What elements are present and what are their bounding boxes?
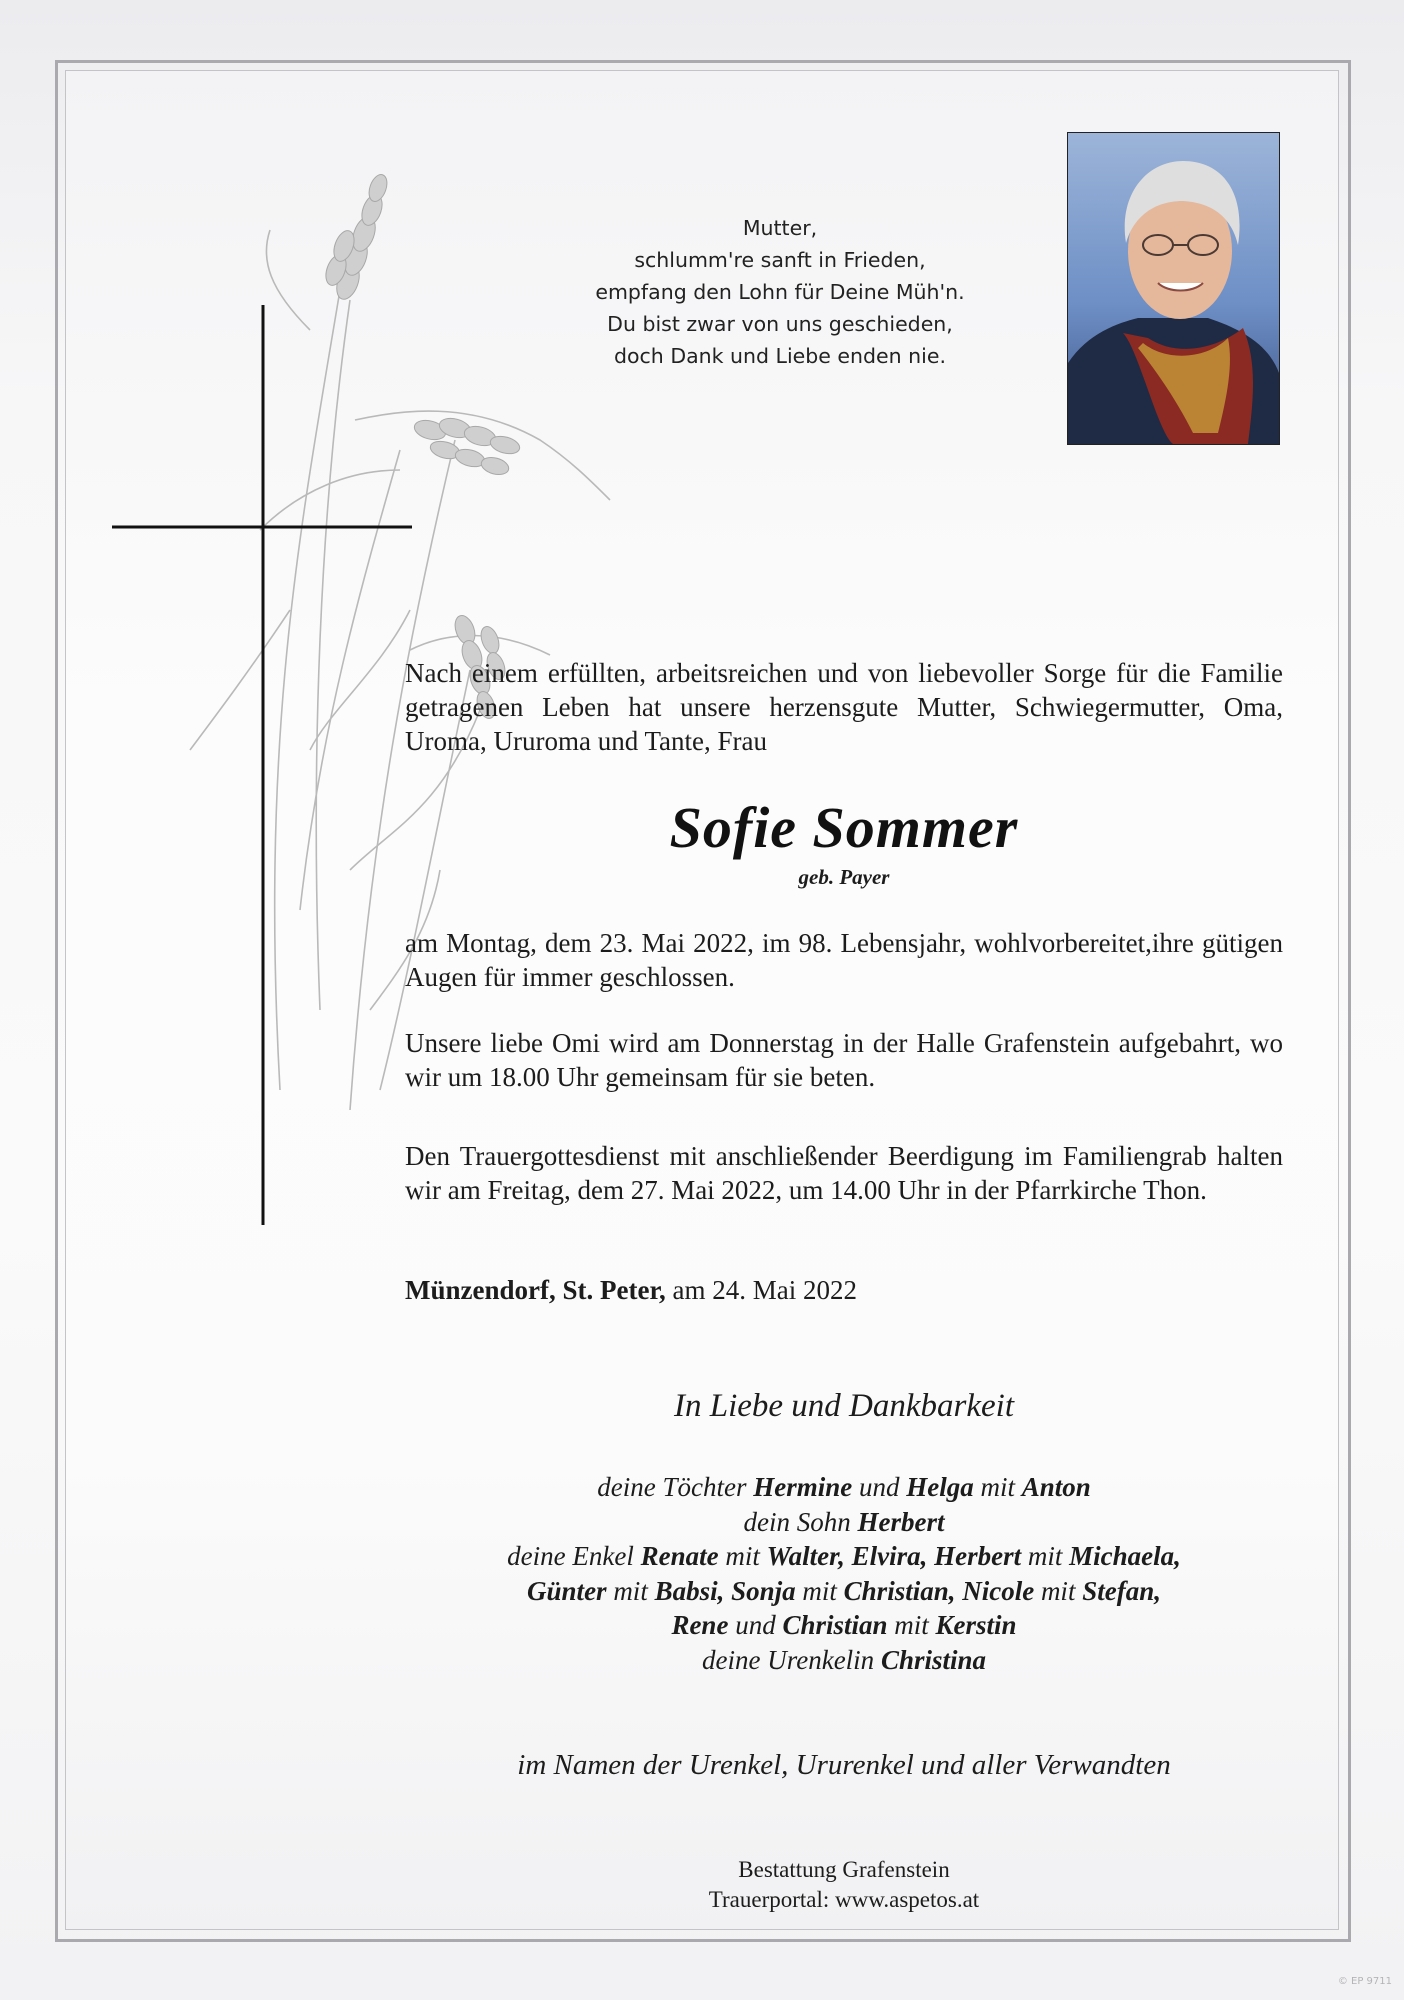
poem-line: doch Dank und Liebe enden nie. [613, 344, 946, 368]
undertaker-name: Bestattung Grafenstein [738, 1857, 950, 1882]
relation-text: dein Sohn [743, 1506, 858, 1537]
family-name: Stefan, [1082, 1575, 1161, 1606]
family-name: Michaela, [1069, 1541, 1181, 1571]
connector-text: mit [606, 1575, 655, 1606]
service-paragraph: Den Trauergottesdienst mit anschließender Beerdigung im Familiengrab halten wir am Freitag, dem 27. Mai 2022, um 14.00 Uhr in der Pfarrkirche Thon. [405, 1141, 1283, 1205]
connector-text: mit [1034, 1575, 1083, 1606]
notice-date: am 24. Mai 2022 [672, 1275, 857, 1305]
connector-text: mit [887, 1610, 936, 1640]
family-line-grandchildren [405, 1539, 1283, 1574]
connector-text: und [852, 1472, 907, 1502]
deceased-name: Sofie Sommer [669, 795, 1019, 860]
family-name: Günter [527, 1575, 607, 1606]
cross-icon [110, 305, 420, 1225]
family-name: Christian [782, 1610, 888, 1640]
places: Münzendorf, St. Peter, [405, 1275, 666, 1305]
poem-line: empfang den Lohn für Deine Müh'n. [595, 280, 965, 304]
poem-line: schlumm're sanft in Frieden, [634, 248, 926, 272]
family-line-great-grandchild [405, 1643, 1283, 1678]
on-behalf-line: im Namen der Urenkel, Ururenkel und aller Verwandten [517, 1749, 1171, 1781]
family-name: Babsi, Sonja [654, 1575, 796, 1606]
footer [405, 1855, 1283, 1915]
relation-text: deine Urenkelin [702, 1644, 881, 1675]
family-name: Hermine [753, 1472, 853, 1502]
relation-text: deine Enkel [507, 1541, 641, 1571]
portrait-photo [1067, 132, 1280, 445]
closing-line: In Liebe und Dankbarkeit [673, 1388, 1014, 1424]
connector-text: mit [973, 1472, 1022, 1502]
family-name: Walter, Elvira, Herbert [766, 1541, 1022, 1571]
intro-paragraph: Nach einem erfüllten, arbeitsreichen und von liebevoller Sorge für die Familie getragenen Leben hat unsere herzensgute Mutter, Schwiegermutter, Oma, Uroma, Ururoma und Tante, Frau [405, 658, 1283, 756]
family-name: Herbert [857, 1506, 945, 1537]
poem-line: Du bist zwar von uns geschieden, [607, 312, 953, 336]
family-list [405, 1470, 1283, 1677]
family-line-grandchildren-3 [405, 1608, 1283, 1643]
family-name: Christina [880, 1644, 986, 1675]
connector-text: mit [718, 1541, 767, 1571]
connector-text: und [728, 1610, 783, 1640]
family-line-daughters [405, 1470, 1283, 1505]
poem-line: Mutter, [742, 216, 818, 240]
family-line-grandchildren-2 [405, 1574, 1283, 1609]
relation-text: deine Töchter [597, 1472, 754, 1502]
family-name: Kerstin [935, 1610, 1017, 1640]
viewing-paragraph: Unsere liebe Omi wird am Donnerstag in der Halle Grafenstein aufgebahrt, wo wir um 18.00 Uhr gemeinsam für sie beten. [405, 1028, 1283, 1092]
maiden-name: geb. Payer [798, 865, 890, 889]
place-date-line [405, 1273, 1283, 1307]
portal-link[interactable]: Trauerportal: www.aspetos.at [708, 1887, 980, 1912]
document-code: © EP 9711 [1337, 1976, 1392, 1987]
connector-text: mit [795, 1575, 844, 1606]
connector-text: mit [1021, 1541, 1070, 1571]
family-name: Renate [640, 1541, 719, 1571]
family-name: Rene [671, 1610, 729, 1640]
family-line-son [405, 1505, 1283, 1540]
family-name: Christian, Nicole [843, 1575, 1035, 1606]
family-name: Helga [906, 1472, 974, 1502]
memorial-poem [555, 212, 1005, 372]
family-name: Anton [1021, 1472, 1091, 1502]
death-paragraph: am Montag, dem 23. Mai 2022, im 98. Lebensjahr, wohlvorbereitet,ihre gütigen Augen für immer geschlossen. [405, 928, 1283, 992]
